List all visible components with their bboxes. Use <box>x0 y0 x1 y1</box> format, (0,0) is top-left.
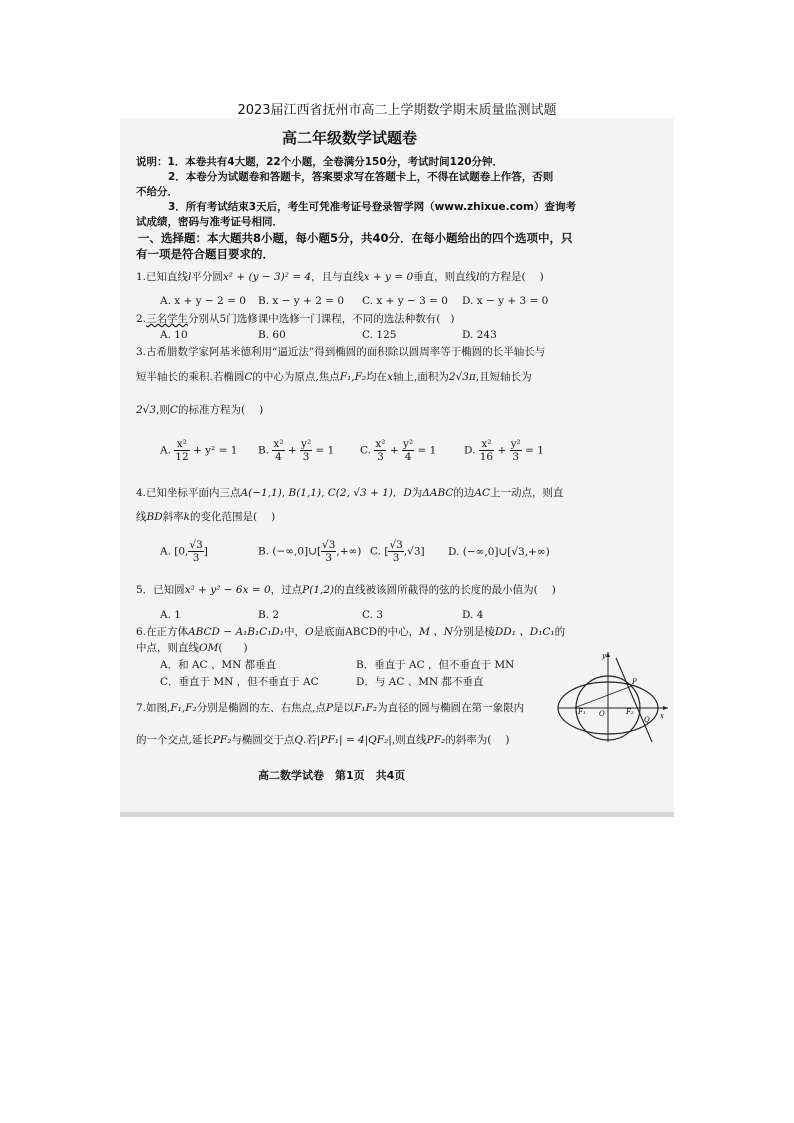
question-5-option-a: A. 1 <box>160 609 181 621</box>
label-p: P <box>632 678 637 686</box>
line-pf2 <box>616 658 652 742</box>
question-3-option-c: C. $\frac{\text{x²}}{3}$ + $\frac{\text{y²}}{4}$ = 1 <box>360 438 437 463</box>
notes-line-3: 3．所有考试结束3天后，考生可凭准考证号登录智学网（www.zhixue.com）查询考 <box>168 201 576 213</box>
question-1-option-a: A. x + y − 2 = 0 <box>160 295 246 307</box>
question-6-line-1: 6.在正方体ABCD − A₁B₁C₁D₁中，O是底面ABCD的中心，M 、N分别是棱DD₁ 、D₁C₁的 <box>136 626 566 638</box>
scan-edge <box>120 812 674 817</box>
question-6-line-2: 中点，则直线OM( ) <box>136 642 248 654</box>
question-3-option-b: B. $\frac{\text{x²}}{4}$ + $\frac{\text{y²}}{3}$ = 1 <box>258 438 335 463</box>
question-1-option-c: C. x + y − 3 = 0 <box>362 295 448 307</box>
notes-line-1 <box>136 155 503 169</box>
notes-text-1: 1．本卷共有4大题，22个小题，全卷满分150分，考试时间120分钟． <box>167 156 504 168</box>
page-footer: 高二数学试卷 第1页 共4页 <box>258 769 406 782</box>
question-6-option-d: D．与 AC 、MN 都不垂直 <box>356 676 484 688</box>
question-3-line-3: 2√3,则C的标准方程为( ) <box>136 404 264 416</box>
label-f2: F₂ <box>626 708 634 716</box>
notes-line-2: 2．本卷分为试题卷和答题卡，答案要求写在答题卡上，不得在试题卷上作答，否则 <box>168 171 554 183</box>
question-5-option-c: C. 3 <box>362 609 384 621</box>
question-2-option-a: A. 10 <box>160 329 188 341</box>
notes-line-3b: 试成绩，密码与准考证号相同． <box>136 216 283 228</box>
label-x: x <box>660 712 664 720</box>
question-5-stem: 5．已知圆x² + y² − 6x = 0，过点P(1,2)的直线被该圆所截得的弦的长度的最小值为( ) <box>136 584 556 596</box>
question-4-option-d: D. (−∞,0]∪[√3,+∞) <box>448 546 550 558</box>
notes-label: 说明： <box>136 156 168 168</box>
question-6-option-a: A．和 AC 、MN 都垂直 <box>160 659 277 671</box>
question-1-stem: 1.已知直线l平分圆x² + (y − 3)² = 4，且与直线x + y = 0垂直，则直线l的方程是( ) <box>136 271 544 283</box>
question-2-option-b: B. 60 <box>258 329 286 341</box>
question-6-option-b: B．垂直于 AC ，但不垂直于 MN <box>356 659 515 671</box>
question-3-line-1: 3.古希腊数学家阿基米德利用“逼近法”得到椭圆的面积除以圆周率等于椭圆的长半轴长与 <box>136 346 546 358</box>
document-title: 2023届江西省抚州市高二上学期数学期末质量监测试题 <box>237 103 557 118</box>
question-4-line-2: 线BD斜率k的变化范围是( ) <box>136 511 276 523</box>
question-2-stem: 2.三名学生分别从5门选修课中选修一门课程，不同的选法种数有( ) <box>136 313 455 325</box>
question-2-option-c: C. 125 <box>362 329 397 341</box>
label-q: Q <box>644 716 650 724</box>
question-7-figure <box>556 650 670 746</box>
question-3-line-2: 短半轴长的乘积.若椭圆C的中心为原点,焦点F₁,F₂均在x轴上,面积为2√3π,且短轴长为 <box>136 371 532 383</box>
label-y: y <box>602 652 606 660</box>
label-o: O <box>599 710 605 718</box>
question-5-option-d: D. 4 <box>462 609 484 621</box>
question-4-line-1: 4.已知坐标平面内三点A(−1,1), B(1,1), C(2, √3 + 1)．D为ΔABC的边AC上一动点，则直 <box>136 487 564 499</box>
question-1-option-d: D. x − y + 3 = 0 <box>462 295 549 307</box>
y-axis-arrow <box>606 652 610 657</box>
question-7-line-2: 的一个交点,延长PF₂与椭圆交于点Q.若|PF₁| = 4|QF₂|,则直线PF₂的斜率为( ) <box>136 734 510 746</box>
question-2-option-d: D. 243 <box>462 329 497 341</box>
question-4-option-c: C. [ $\frac{√3}{3}$ ,√3] <box>370 539 425 564</box>
question-6-option-c: C．垂直于 MN ，但不垂直于 AC <box>160 676 319 688</box>
question-3-option-a: A. $\frac{\text{x²}}{12}$ + y² = 1 <box>160 438 238 463</box>
question-5-option-b: B. 2 <box>258 609 280 621</box>
label-f1: F₁ <box>578 708 586 716</box>
section-1-line-2: 有一项是符合题目要求的． <box>136 247 274 261</box>
question-4-option-a: A. [0, $\frac{√3}{3}$ ] <box>160 539 208 564</box>
question-1-option-b: B. x − y + 2 = 0 <box>258 295 345 307</box>
question-3-option-d: D. $\frac{\text{x²}}{16}$ + $\frac{\text{y²}}{3}$ = 1 <box>464 438 544 463</box>
paper-title: 高二年级数学试题卷 <box>282 129 418 147</box>
x-axis-arrow <box>663 706 668 710</box>
question-7-line-1: 7.如图,F₁,F₂分别是椭圆的左、右焦点,点P是以F₁F₂为直径的圆与椭圆在第一象限内 <box>136 702 525 714</box>
notes-line-2b: 不给分． <box>136 186 178 198</box>
question-4-option-b: B. (−∞,0]∪[ $\frac{√3}{3}$ ,+∞) <box>258 539 362 564</box>
section-1-line-1: 一、选择题：本大题共8小题，每小题5分，共40分．在每小题给出的四个选项中，只 <box>138 231 573 245</box>
